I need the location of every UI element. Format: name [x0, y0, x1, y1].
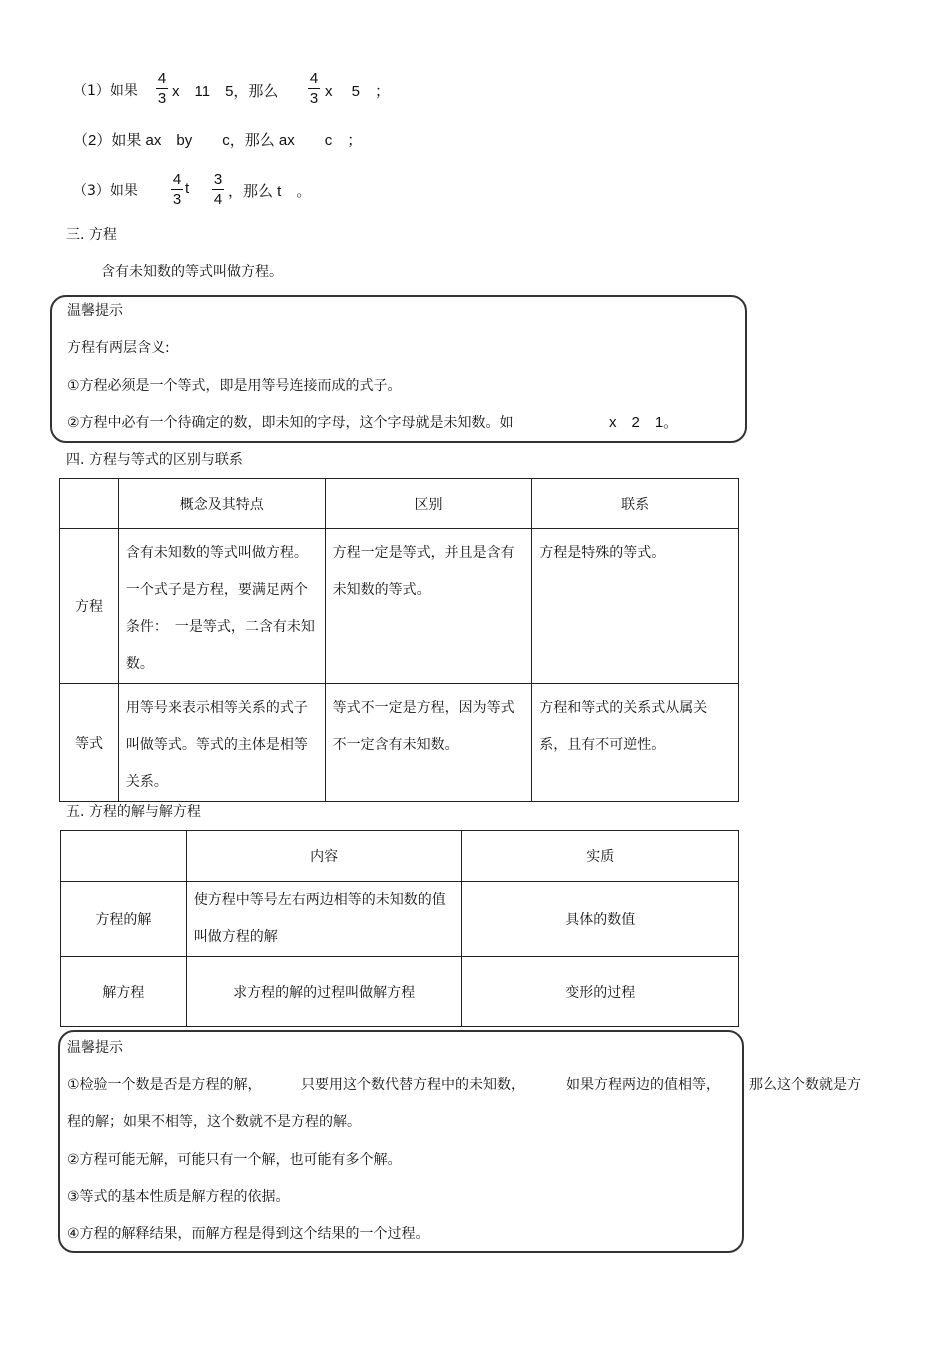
header-cell-essence: 实质 [462, 831, 739, 882]
cell-essence: 变形的过程 [462, 957, 739, 1027]
header-cell-content: 内容 [186, 831, 462, 882]
header-cell-empty [60, 479, 119, 529]
problem-3-fraction-1: 4 3 [172, 171, 182, 208]
problem-1-fraction-1: 4 3 [157, 70, 167, 107]
problem-3-prefix: （3）如果 [73, 183, 138, 199]
tip-2-line-2: 程的解；如果不相等，这个数就不是方程的解。 [67, 1114, 361, 1130]
tip-1-line-2: ①方程必须是一个等式，即是用等号连接而成的式子。 [67, 378, 402, 394]
table-row [61, 957, 739, 1027]
section-5-heading: 五. 方程的解与解方程 [66, 804, 201, 820]
row-label: 等式 [60, 684, 119, 802]
cell-content: 使方程中等号左右两边相等的未知数的值叫做方程的解 [186, 882, 462, 957]
tip-1-title: 温馨提示 [67, 303, 123, 319]
problem-3-text-2: ，那么 t 。 [228, 183, 312, 200]
tip-2-line-5: ④方程的解释结果，而解方程是得到这个结果的一个过程。 [67, 1226, 430, 1242]
table-row [61, 882, 739, 957]
cell-concept: 含有未知数的等式叫做方程。一个式子是方程，要满足两个条件： 一是等式，二含有未知数。 [118, 529, 325, 684]
table-header-row [60, 479, 739, 529]
problem-1-prefix: （1）如果 [73, 83, 138, 99]
cell-relation: 方程是特殊的等式。 [532, 529, 739, 684]
problem-1-text-2: x 5 ； [325, 83, 391, 100]
tip-2-title: 温馨提示 [67, 1040, 123, 1056]
tip-1-example: x 2 1。 [609, 414, 679, 431]
row-label: 方程的解 [61, 882, 187, 957]
problem-3-fraction-2: 3 4 [213, 171, 223, 208]
problem-1-fraction-2: 4 3 [309, 70, 319, 107]
table-header-row [61, 831, 739, 882]
problem-2: （2）如果 ax by c，那么 ax c ； [73, 132, 363, 149]
table-row [60, 529, 739, 684]
header-cell-empty [61, 831, 187, 882]
tip-2-line-1b: 只要用这个数代替方程中的未知数， [301, 1077, 525, 1093]
tip-2-line-1a: ①检验一个数是否是方程的解， [67, 1077, 262, 1093]
tip-2-line-1c: 如果方程两边的值相等， [566, 1077, 720, 1093]
header-cell-concept: 概念及其特点 [118, 479, 325, 529]
row-label: 方程 [60, 529, 119, 684]
problem-1-text-1: x 11 5，那么 [172, 83, 279, 100]
tip-1-line-3: ②方程中必有一个待确定的数，即未知的字母，这个字母就是未知数。如 [67, 415, 514, 431]
header-cell-relation: 联系 [532, 479, 739, 529]
cell-difference: 方程一定是等式，并且是含有未知数的等式。 [325, 529, 532, 684]
cell-content: 求方程的解的过程叫做解方程 [186, 957, 462, 1027]
cell-essence: 具体的数值 [462, 882, 739, 957]
tip-2-line-3: ②方程可能无解，可能只有一个解，也可能有多个解。 [67, 1152, 402, 1168]
section-3-definition: 含有未知数的等式叫做方程。 [101, 264, 283, 280]
cell-concept: 用等号来表示相等关系的式子叫做等式。等式的主体是相等关系。 [118, 684, 325, 802]
cell-relation: 方程和等式的关系式从属关系，且有不可逆性。 [532, 684, 739, 802]
tip-2-line-4: ③等式的基本性质是解方程的依据。 [67, 1189, 290, 1205]
tip-box-2 [58, 1030, 744, 1253]
tip-2-line-1d: 那么这个数就是方 [749, 1077, 861, 1093]
section-4-heading: 四. 方程与等式的区别与联系 [66, 452, 243, 468]
tip-1-line-1: 方程有两层含义: [67, 340, 170, 356]
tip-box-1 [50, 295, 747, 443]
cell-difference: 等式不一定是方程，因为等式不一定含有未知数。 [325, 684, 532, 802]
table-equation-vs-equality [59, 478, 739, 802]
problem-3-text-1: t [185, 180, 190, 197]
header-cell-difference: 区别 [325, 479, 532, 529]
table-solution-vs-solving [60, 830, 739, 1027]
row-label: 解方程 [61, 957, 187, 1027]
section-3-heading: 三. 方程 [66, 227, 117, 243]
table-row [60, 684, 739, 802]
